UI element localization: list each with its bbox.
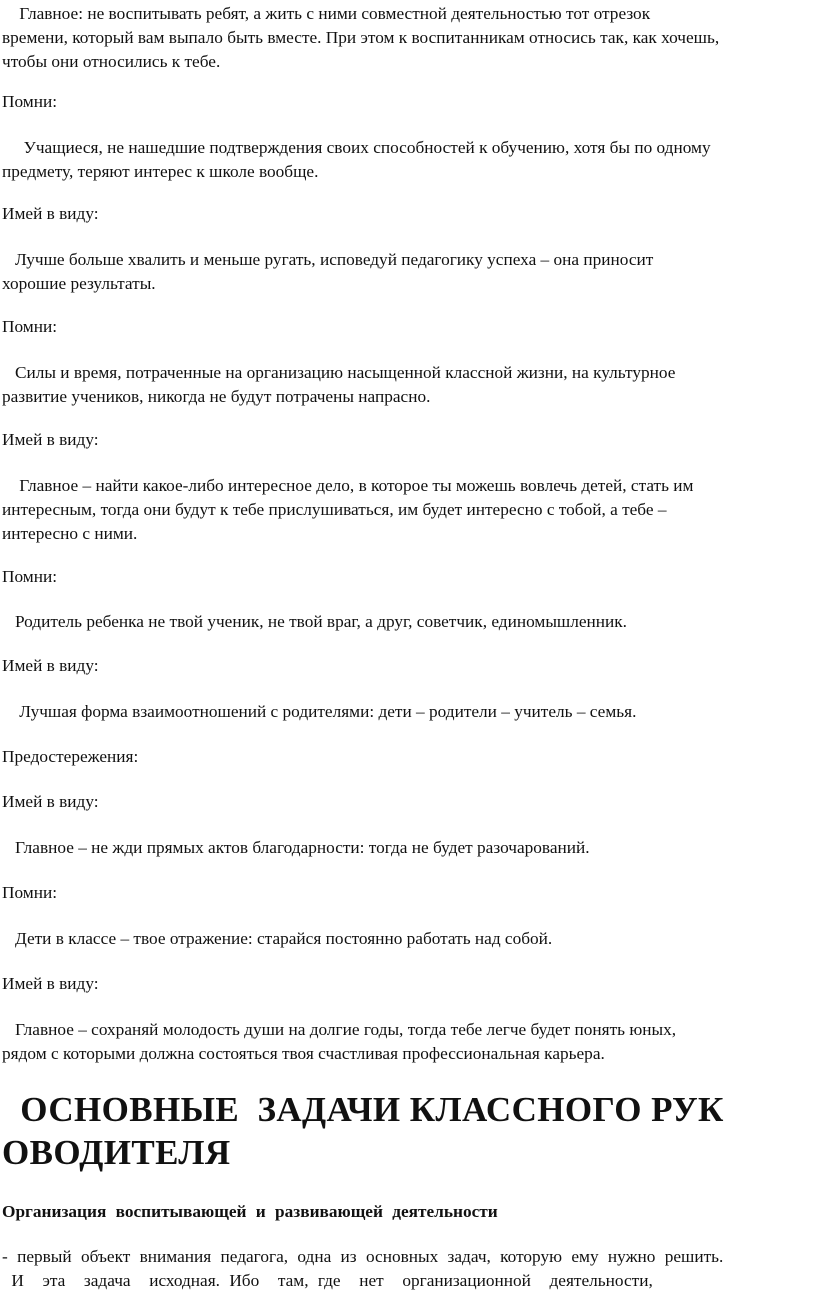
paragraph-5 (2, 474, 808, 546)
label-remember: Помни: (2, 567, 58, 586)
paragraph-line: времени, который вам выпало быть вместе. При этом к воспитанникам относись так, как хочешь, (2, 28, 720, 47)
section-heading (2, 1088, 814, 1174)
paragraph-line: Лучшая форма взаимоотношений с родителями: дети – родители – учитель – семья. (2, 702, 637, 721)
paragraph-line: хорошие результаты. (2, 274, 156, 293)
heading-line: ОВОДИТЕЛЯ (2, 1133, 231, 1172)
heading-line: ОСНОВНЫЕ ЗАДАЧИ КЛАССНОГО РУК (2, 1090, 724, 1129)
paragraph-line: интересно с ними. (2, 524, 138, 543)
paragraph-6 (2, 610, 808, 634)
paragraph-3 (2, 248, 808, 296)
paragraph-line: интересным, тогда они будут к тебе прислушиваться, им будет интересно с тобой, а тебе – (2, 500, 667, 519)
paragraph-line: Главное – найти какое-либо интересное дело, в которое ты можешь вовлечь детей, стать им (2, 476, 694, 495)
label-keep-in-mind: Имей в виду: (2, 430, 99, 449)
paragraph-10 (2, 1018, 808, 1066)
subheading: Организация воспитывающей и развивающей деятельности (2, 1202, 498, 1221)
label-remember: Помни: (2, 317, 58, 336)
paragraph-9 (2, 927, 808, 951)
paragraph-line: рядом с которыми должна состояться твоя счастливая профессиональная карьера. (2, 1044, 605, 1063)
paragraph-line: развитие учеников, никогда не будут потрачены напрасно. (2, 387, 431, 406)
paragraph-line: чтобы они относились к тебе. (2, 52, 221, 71)
label-keep-in-mind: Имей в виду: (2, 656, 99, 675)
paragraph-line: Силы и время, потраченные на организацию насыщенной классной жизни, на культурное (2, 363, 676, 382)
paragraph-8 (2, 836, 808, 860)
paragraph-line: Главное – сохраняй молодость души на долгие годы, тогда тебе легче будет понять юных, (2, 1020, 677, 1039)
paragraph-line: Лучше больше хвалить и меньше ругать, исповедуй педагогику успеха – она приносит (2, 250, 654, 269)
paragraph-line: предмету, теряют интерес к школе вообще. (2, 162, 319, 181)
paragraph-line: Учащиеся, не нашедшие подтверждения своих способностей к обучению, хотя бы по одному (2, 138, 711, 157)
final-paragraph (2, 1245, 808, 1293)
label-keep-in-mind: Имей в виду: (2, 792, 99, 811)
paragraph-2 (2, 136, 808, 184)
label-remember: Помни: (2, 883, 58, 902)
label-remember: Помни: (2, 92, 58, 111)
paragraph-line: - первый объект внимания педагога, одна из основных задач, которую ему нужно решить. (2, 1247, 724, 1266)
paragraph-line: Родитель ребенка не твой ученик, не твой враг, а друг, советчик, единомышленник. (2, 612, 627, 631)
label-keep-in-mind: Имей в виду: (2, 974, 99, 993)
paragraph-line: И эта задача исходная. Ибо там, где нет организационной деятельности, (2, 1271, 653, 1290)
label-keep-in-mind: Имей в виду: (2, 204, 99, 223)
paragraph-line: Главное: не воспитывать ребят, а жить с ними совместной деятельностью тот отрезок (2, 4, 651, 23)
label-warnings: Предостережения: (2, 747, 139, 766)
paragraph-line: Дети в классе – твое отражение: старайся постоянно работать над собой. (2, 929, 553, 948)
paragraph-4 (2, 361, 808, 409)
paragraph-7 (2, 700, 808, 724)
paragraph-1 (2, 2, 808, 74)
paragraph-line: Главное – не жди прямых актов благодарности: тогда не будет разочарований. (2, 838, 590, 857)
